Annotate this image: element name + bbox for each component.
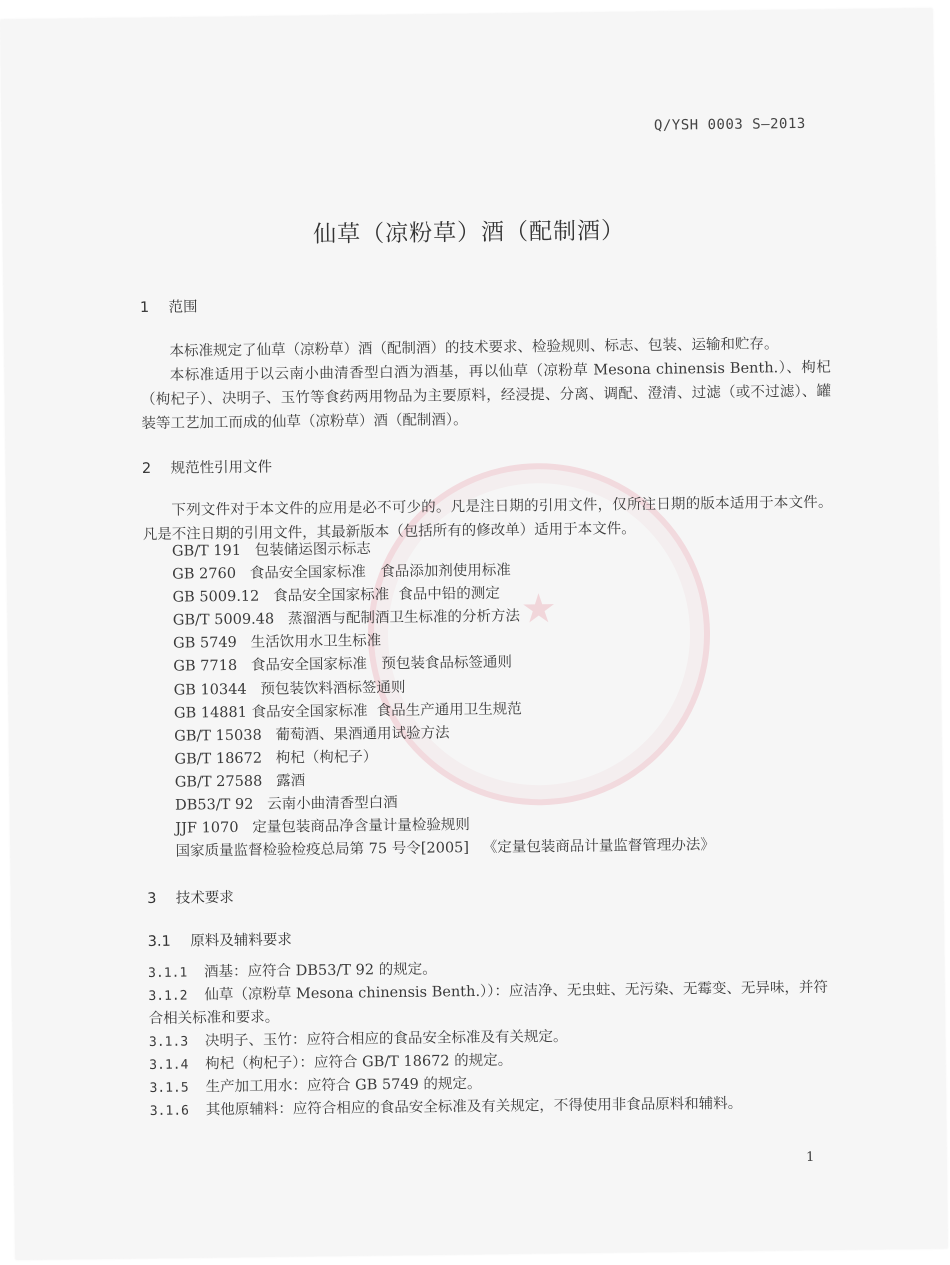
reference-title: 包装储运图示标志 — [254, 541, 371, 559]
section-number: 2 — [141, 460, 152, 478]
item-number: 3.1.5 — [149, 1080, 189, 1096]
reference-title: 食品安全国家标准 预包装食品标签通则 — [250, 655, 513, 675]
section-number: 3 — [147, 890, 157, 908]
item-text: 仙草（凉粉草 Mesona chinensis Benth.））：应洁净、无虫蛀、无污染、无霉变、无异味，并符合相关标准和要求。 — [148, 979, 829, 1028]
reference-code: GB/T 18672 — [174, 750, 263, 768]
reference-code: GB/T 15038 — [174, 727, 262, 745]
section-2-heading — [142, 455, 272, 478]
section-number: 1 — [139, 299, 150, 317]
section-3-heading — [147, 886, 234, 908]
item-text: 决明子、玉竹：应符合相应的食品安全标准及有关规定。 — [204, 1028, 568, 1050]
reference-title: 枸杞（枸杞子） — [275, 749, 378, 767]
reference-title: 《定量包装商品计量监督管理办法》 — [482, 837, 715, 857]
page-number: 1 — [806, 1149, 815, 1165]
reference-list — [172, 534, 715, 864]
item-text: 酒基：应符合 DB53/T 92 的规定。 — [204, 961, 437, 981]
section-title: 范围 — [168, 299, 198, 316]
item-text: 其他原辅料：应符合相应的食品安全标准及有关规定，不得使用非食品原料和辅料。 — [205, 1095, 743, 1119]
reference-code: GB 10344 — [173, 681, 247, 699]
item-number: 3.1.4 — [149, 1057, 189, 1073]
reference-title: 预包装饮料酒标签通则 — [260, 679, 406, 698]
scope-paragraph-1: 本标准规定了仙草（凉粉草）酒（配制酒）的技术要求、检验规则、标志、包装、运输和贮存。 — [169, 336, 779, 360]
star-icon: ★ — [520, 585, 557, 633]
references-intro: 下列文件对于本文件的应用是必不可少的。凡是注日期的引用文件，仅所注日期的版本适用于本文件。凡是不注日期的引用文件，其最新版本（包括所有的修改单）适用于本文件。 — [142, 494, 833, 544]
item-number: 3.1.2 — [148, 988, 188, 1005]
item-number: 3.1.1 — [148, 965, 188, 982]
reference-title: 食品安全国家标准 食品中铅的测定 — [273, 585, 500, 605]
reference-title: 露酒 — [276, 773, 306, 790]
document-title: 仙草（凉粉草）酒（配制酒） — [312, 218, 626, 248]
reference-code: GB 7718 — [173, 658, 238, 676]
item-text: 枸杞（枸杞子）：应符合 GB/T 18672 的规定。 — [205, 1052, 513, 1073]
reference-code: 国家质量监督检验检疫总局第 75 号令[2005] — [175, 840, 470, 860]
section-title: 规范性引用文件 — [170, 459, 273, 477]
reference-title: 云南小曲清香型白酒 — [267, 794, 398, 813]
subsection-3-1-heading — [148, 928, 292, 951]
scope-paragraph-2: 本标准适用于以云南小曲清香型白酒为酒基，再以仙草（凉粉草 Mesona chinensis Benth.）、枸杞（枸杞子）、决明子、玉竹等食药两用物品为主要原料，经浸提、分离、调配、澄清、过滤（或不过滤）、罐装等工艺加工而成的仙草（凉粉草）酒（配制酒）。 — [141, 359, 832, 433]
reference-code: GB 5009.12 — [172, 588, 260, 606]
item-number: 3.1.6 — [149, 1103, 190, 1119]
reference-code: GB/T 27588 — [174, 773, 263, 791]
section-1-heading — [140, 295, 198, 317]
reference-title: 生活饮用水卫生标准 — [250, 633, 382, 652]
subsection-number: 3.1 — [147, 933, 171, 951]
subsection-title: 原料及辅料要求 — [190, 932, 292, 950]
reference-code: DB53/T 92 — [174, 796, 254, 814]
reference-code: GB/T 5009.48 — [172, 611, 275, 629]
reference-title: 葡萄酒、果酒通用试验方法 — [275, 725, 450, 744]
reference-code: GB 14881 — [173, 704, 248, 722]
reference-code: GB 5749 — [173, 635, 237, 653]
reference-title: 定量包装商品净含量计量检验规则 — [252, 817, 470, 836]
reference-title: 食品安全国家标准 食品添加剂使用标准 — [249, 562, 511, 582]
document-page — [0, 8, 947, 1259]
reference-code: JJF 1070 — [175, 820, 239, 837]
item-text: 生产加工用水：应符合 GB 5749 的规定。 — [205, 1075, 482, 1096]
reference-title: 蒸溜酒与配制酒卫生标准的分析方法 — [287, 608, 521, 628]
section-title: 技术要求 — [175, 889, 234, 907]
reference-title: 食品安全国家标准 食品生产通用卫生规范 — [251, 701, 522, 721]
item-number: 3.1.3 — [148, 1034, 189, 1051]
document-code: Q/YSH 0003 S—2013 — [653, 115, 806, 134]
reference-code: GB/T 191 — [171, 542, 242, 560]
reference-code: GB 2760 — [172, 565, 237, 583]
